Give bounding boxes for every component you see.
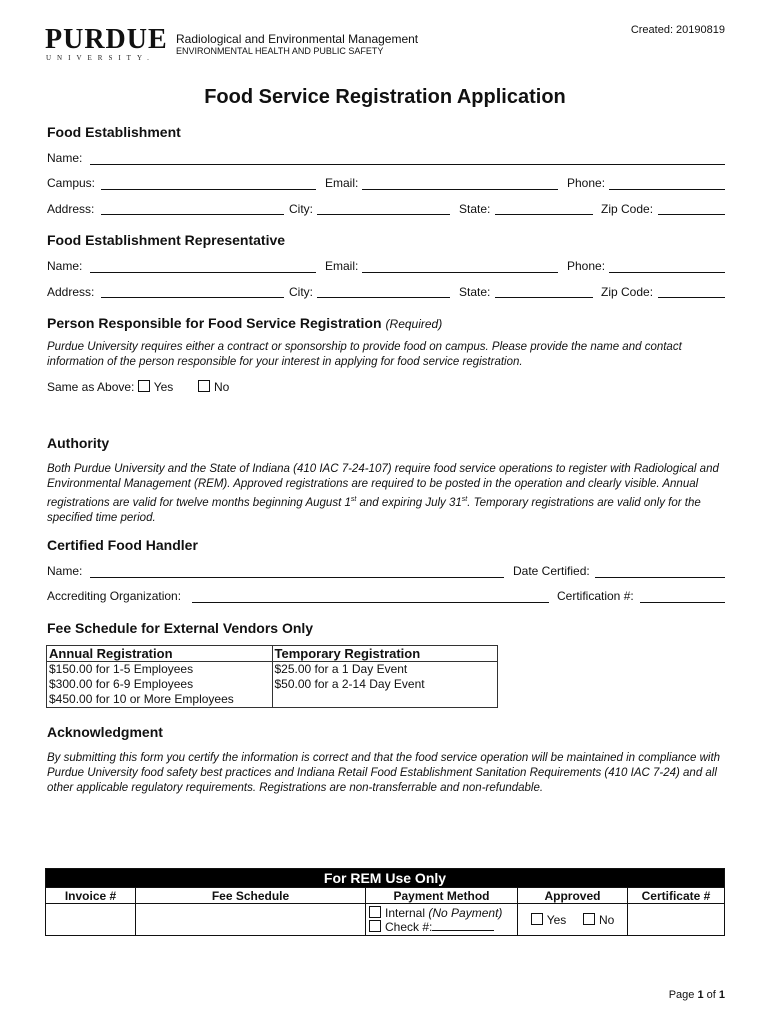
- approved-column-header: Approved: [518, 888, 628, 904]
- establishment-state-field[interactable]: [495, 214, 593, 215]
- representative-address-field[interactable]: [101, 297, 284, 298]
- same-as-above-row: [47, 380, 229, 394]
- accrediting-organization-field[interactable]: [192, 602, 549, 603]
- page-number: [669, 989, 725, 1001]
- establishment-campus-label: Campus:: [47, 176, 96, 190]
- establishment-phone-label: Phone:: [567, 176, 606, 190]
- temporary-fee-item: $25.00 for a 1 Day Event: [274, 662, 408, 676]
- representative-state-field[interactable]: [495, 297, 593, 298]
- representative-address-label: Address:: [47, 285, 95, 299]
- same-as-above-label: Same as Above:: [47, 380, 135, 394]
- rem-use-table: [45, 868, 725, 936]
- establishment-email-field[interactable]: [362, 189, 558, 190]
- annual-fees-cell: [47, 662, 273, 708]
- establishment-phone-field[interactable]: [609, 189, 725, 190]
- establishment-name-label: Name:: [47, 151, 83, 165]
- check-number-field[interactable]: [432, 920, 494, 931]
- created-date: Created: 20190819: [630, 24, 725, 36]
- representative-state-label: State:: [459, 285, 491, 299]
- representative-email-label: Email:: [325, 259, 359, 273]
- certification-number-field[interactable]: [640, 602, 725, 603]
- payment-method-column-header: Payment Method: [366, 888, 518, 904]
- food-establishment-heading: Food Establishment: [47, 124, 181, 140]
- purdue-logo-subtitle: UNIVERSITY.: [46, 54, 155, 62]
- certificate-column-header: Certificate #: [628, 888, 725, 904]
- representative-zip-label: Zip Code:: [601, 285, 654, 299]
- food-handler-heading: Certified Food Handler: [47, 537, 198, 553]
- fee-schedule-table: [46, 645, 498, 708]
- handler-name-field[interactable]: [90, 577, 504, 578]
- page-prefix: Page: [668, 989, 698, 1001]
- approved-yes-checkbox[interactable]: [531, 913, 543, 925]
- date-certified-field[interactable]: [595, 577, 725, 578]
- approved-no-label: No: [598, 912, 615, 927]
- authority-text-part-1: Both Purdue University and the State of Indiana (410 IAC 7-24-107) require food service operations to register with Radiological and Environmental Management (REM). Approved registrations are required to be posted in the operation and clearly visible. Annual registrations are valid for twelve months beginning August 1: [47, 463, 719, 509]
- payment-method-cell: [366, 904, 518, 936]
- handler-name-label: Name:: [47, 564, 83, 578]
- certificate-cell[interactable]: [628, 904, 725, 936]
- rem-use-heading: For REM Use Only: [46, 869, 725, 888]
- establishment-address-label: Address:: [47, 202, 95, 216]
- page-title: Food Service Registration Application: [204, 86, 566, 108]
- check-payment-checkbox[interactable]: [369, 920, 381, 932]
- establishment-city-field[interactable]: [317, 214, 450, 215]
- internal-payment-checkbox[interactable]: [369, 906, 381, 918]
- same-as-above-no-checkbox[interactable]: [198, 380, 210, 392]
- establishment-city-label: City:: [289, 202, 313, 216]
- authority-heading: Authority: [47, 435, 110, 451]
- temporary-registration-header: Temporary Registration: [272, 646, 498, 662]
- authority-sup-2: st: [461, 496, 468, 503]
- invoice-cell[interactable]: [46, 904, 136, 936]
- page-of: of: [703, 989, 719, 1001]
- establishment-campus-field[interactable]: [101, 189, 316, 190]
- approved-cell: [518, 904, 628, 936]
- annual-fee-item: $150.00 for 1-5 Employees: [49, 662, 194, 676]
- acknowledgment-text: By submitting this form you certify the information is correct and that the food service operation will be maintained in compliance with Purdue University food safety best practices and Indiana Retail Food Establishment Sanitation Requirements (410 IAC 7-24) and all other applicable regulatory requirements. Registrations are non-transferrable and non-refundable.: [47, 752, 721, 794]
- purdue-logo: PURDUE: [45, 24, 168, 55]
- representative-email-field[interactable]: [362, 272, 558, 273]
- person-responsible-text: Purdue University requires either a contract or sponsorship to provide food on campus. Please provide the name and contact information of the person responsible for your interest in applying for food service registration.: [47, 341, 682, 368]
- fee-schedule-column-header: Fee Schedule: [136, 888, 366, 904]
- temporary-fees-cell: [272, 662, 498, 708]
- establishment-state-label: State:: [459, 202, 491, 216]
- person-responsible-title: Person Responsible for Food Service Registration: [47, 315, 382, 331]
- authority-text: [47, 462, 727, 526]
- establishment-name-field[interactable]: [90, 164, 725, 165]
- check-label: Check #:: [385, 919, 433, 934]
- department-subtitle: ENVIRONMENTAL HEALTH AND PUBLIC SAFETY: [176, 46, 384, 56]
- no-payment-note: (No Payment): [428, 905, 503, 920]
- payment-check-row: [369, 920, 514, 934]
- same-as-above-no-label: No: [214, 380, 230, 394]
- required-note: (Required): [385, 317, 443, 331]
- establishment-zip-label: Zip Code:: [601, 202, 654, 216]
- page-current: 1: [697, 989, 704, 1001]
- approved-yes-label: Yes: [546, 912, 567, 927]
- fee-schedule-heading: Fee Schedule for External Vendors Only: [47, 620, 314, 636]
- department-title: Radiological and Environmental Management: [176, 32, 419, 46]
- representative-phone-field[interactable]: [609, 272, 725, 273]
- representative-city-label: City:: [289, 285, 313, 299]
- person-responsible-heading: [47, 315, 442, 331]
- accrediting-organization-label: Accrediting Organization:: [47, 589, 182, 603]
- annual-registration-header: Annual Registration: [47, 646, 273, 662]
- same-as-above-yes-label: Yes: [153, 380, 174, 394]
- representative-name-label: Name:: [47, 259, 83, 273]
- establishment-address-field[interactable]: [101, 214, 284, 215]
- payment-internal-row: [369, 906, 514, 920]
- temporary-fee-item: $50.00 for a 2-14 Day Event: [274, 677, 425, 691]
- certification-number-label: Certification #:: [557, 589, 634, 603]
- representative-phone-label: Phone:: [567, 259, 606, 273]
- representative-zip-field[interactable]: [658, 297, 725, 298]
- representative-name-field[interactable]: [90, 272, 316, 273]
- establishment-email-label: Email:: [325, 176, 359, 190]
- representative-city-field[interactable]: [317, 297, 450, 298]
- same-as-above-yes-checkbox[interactable]: [138, 380, 150, 392]
- internal-label: Internal: [385, 905, 426, 920]
- authority-text-part-2: and expiring July 31: [356, 496, 462, 509]
- authority-sup-1: st: [350, 496, 357, 503]
- date-certified-label: Date Certified:: [513, 564, 590, 578]
- acknowledgment-heading: Acknowledgment: [47, 724, 163, 740]
- authority-text-part-3: . Temporary registrations are valid only for the specified time period.: [47, 496, 701, 524]
- approved-no-checkbox[interactable]: [583, 913, 595, 925]
- representative-heading: Food Establishment Representative: [47, 232, 286, 248]
- invoice-column-header: Invoice #: [46, 888, 136, 904]
- establishment-zip-field[interactable]: [658, 214, 725, 215]
- annual-fee-item: $300.00 for 6-9 Employees: [49, 677, 194, 691]
- page-total: 1: [718, 989, 725, 1001]
- fee-schedule-cell[interactable]: [136, 904, 366, 936]
- annual-fee-item: $450.00 for 10 or More Employees: [49, 692, 234, 706]
